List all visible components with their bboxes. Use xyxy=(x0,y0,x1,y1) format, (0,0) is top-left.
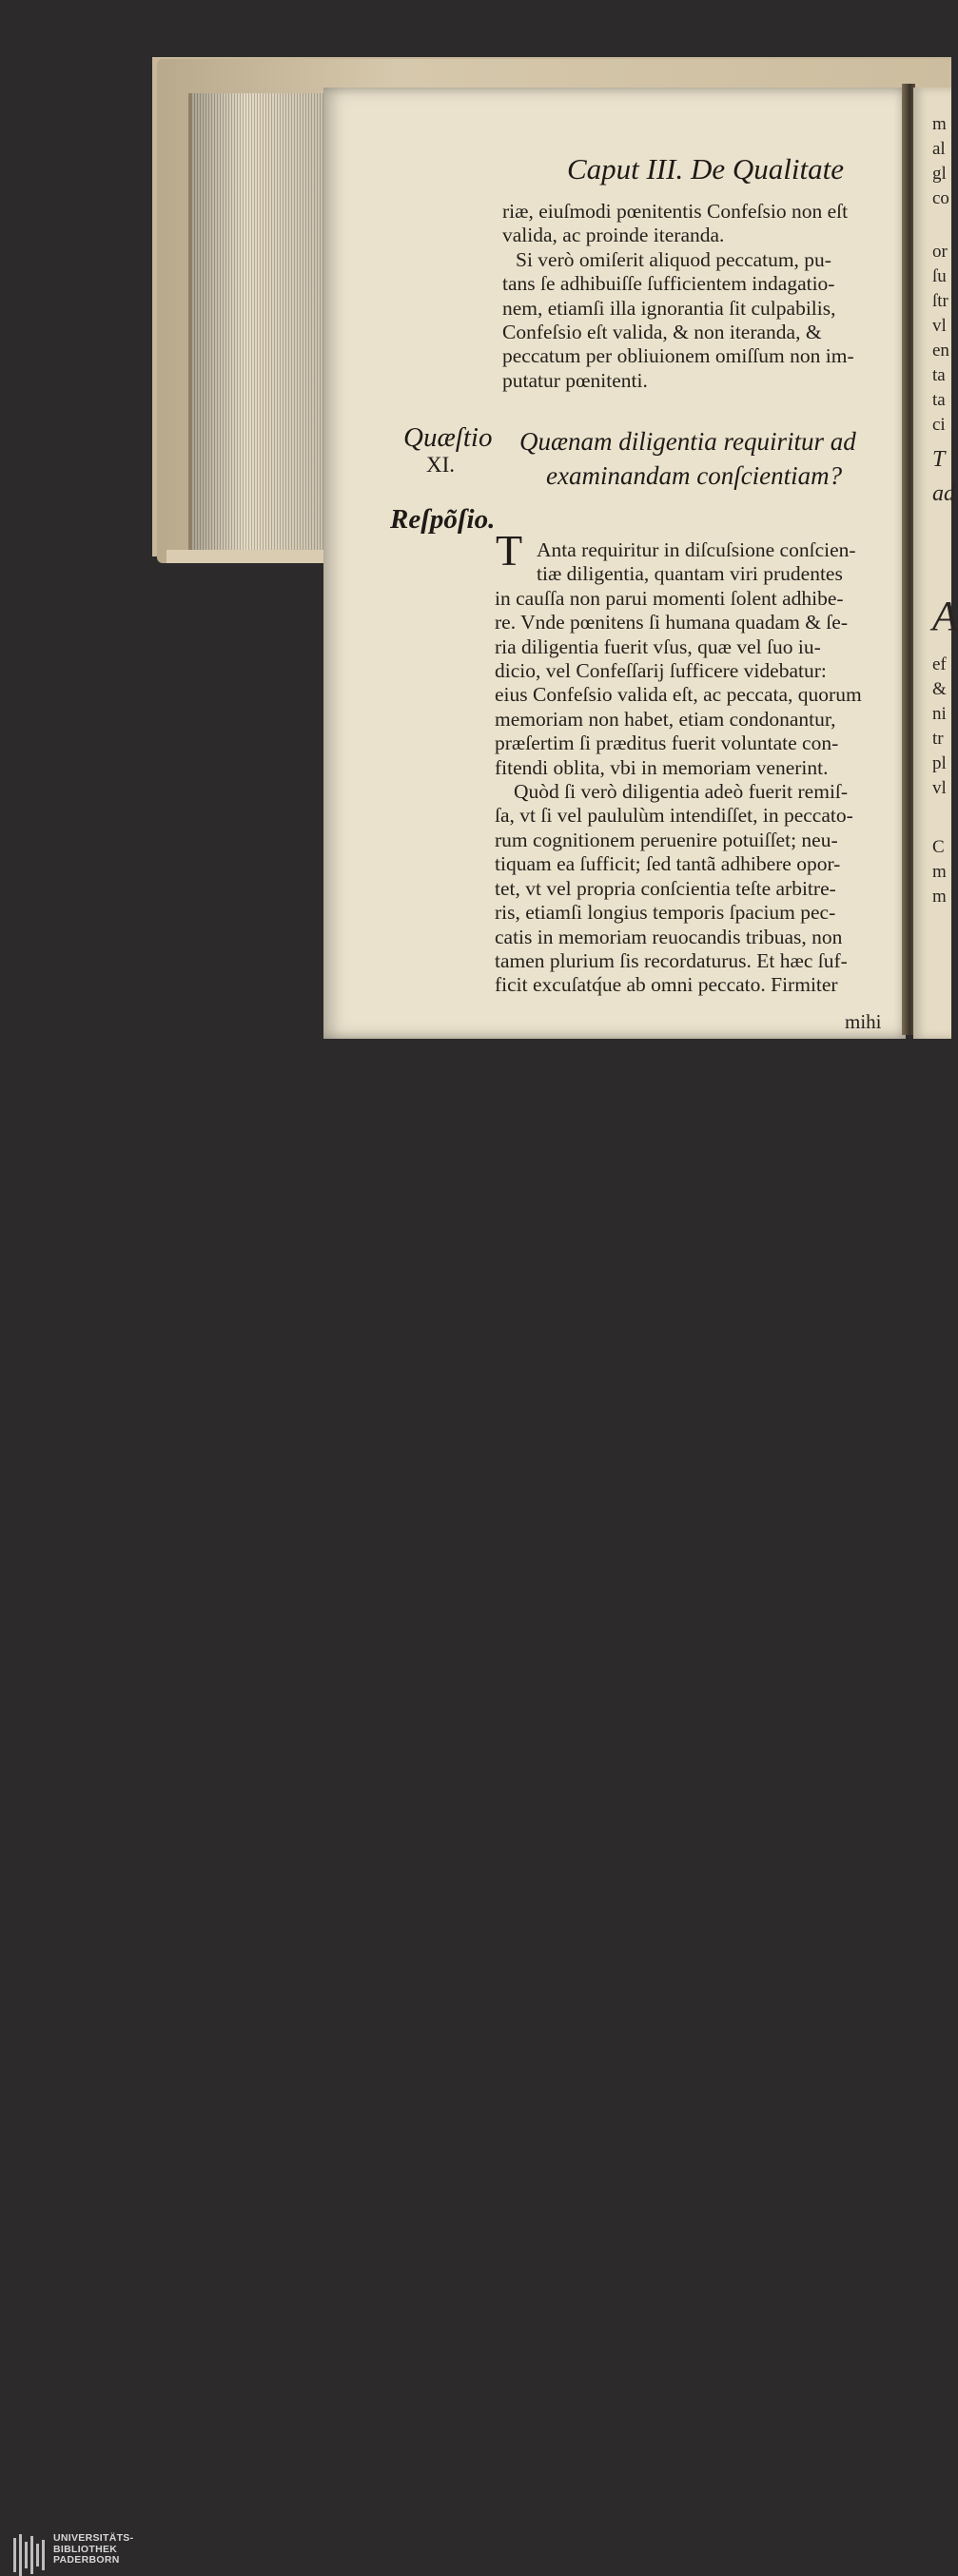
text-line: rum cognitionem peruenire potuiſſet; neu- xyxy=(495,828,838,851)
running-head: Caput III. De Qualitate xyxy=(567,152,845,185)
text-line: riæ, eiuſmodi pœnitentis Confeſsio non eſt xyxy=(502,200,849,223)
text-line: re. Vnde pœnitens ſi humana quadam & ſe- xyxy=(495,611,848,634)
text-line: tet, vt vel propria conſcientia teſte arbitre- xyxy=(495,876,836,900)
library-name-line: PADERBORN xyxy=(53,2554,120,2566)
text-line: catis in memoriam reuocandis tribuas, non xyxy=(495,925,843,948)
facing-page-fragment: vl xyxy=(932,778,947,798)
facing-page-fragment: en xyxy=(932,341,949,361)
text-line: ſa, vt ſi vel paululùm intendiſſet, in peccato- xyxy=(495,804,853,828)
facing-page-fragment: ſu xyxy=(932,266,947,286)
facing-page-fragment: tr xyxy=(932,729,944,749)
text-line: Si verò omiſerit aliquod peccatum, pu- xyxy=(516,247,831,271)
text-line: valida, ac proinde iteranda. xyxy=(502,224,725,247)
facing-page-fragment: ta xyxy=(932,390,946,410)
question-number: XI. xyxy=(426,453,456,477)
facing-page-fragment: pl xyxy=(932,753,947,773)
text-line: Confeſsio eſt valida, & non iteranda, & xyxy=(502,321,822,344)
question-margin-label: Quæſtio xyxy=(403,422,493,453)
facing-page-fragment: gl xyxy=(932,164,947,184)
question-line-2: examinandam conſcientiam? xyxy=(546,461,843,490)
library-name xyxy=(53,2533,133,2566)
facing-page-fragment: m xyxy=(932,887,947,907)
facing-page-fragment: T xyxy=(932,447,946,472)
text-line: fitendi oblita, vbi in memoriam venerint. xyxy=(495,755,829,779)
text-line: in cauſſa non parui momenti ſolent adhibe- xyxy=(495,586,844,610)
text-line: tans ſe adhibuiſſe ſufficientem indagatio- xyxy=(502,272,835,296)
library-name-line: UNIVERSITÄTS- xyxy=(53,2532,134,2544)
facing-page-fragment: C xyxy=(932,837,945,857)
text-line: ficit excuſatq́ue ab omni peccato. Firmiter xyxy=(495,973,838,997)
text-line: tamen plurium ſis recordaturus. Et hæc ſuf- xyxy=(495,948,848,972)
text-block-top xyxy=(502,200,854,393)
facing-page-fragment: ſtr xyxy=(932,291,948,311)
response-margin-label: Reſpõſio. xyxy=(390,504,496,535)
text-line: nem, etiamſi illa ignorantia ſit culpabilis, xyxy=(502,296,836,320)
facing-page-fragment: or xyxy=(932,242,948,262)
text-line: peccatum per obliuionem omiſſum non im- xyxy=(502,344,854,368)
text-line: Quòd ſi verò diligentia adeò fuerit remiſ- xyxy=(514,780,849,804)
facing-page-fragment: vl xyxy=(932,316,947,336)
text-line: eius Confeſsio valida eſt, ac peccata, quorum xyxy=(495,683,862,707)
text-line: putatur pœnitenti. xyxy=(502,368,648,392)
facing-page-fragment: ci xyxy=(932,415,946,435)
text-line: dicio, vel Confeſſarij ſufficere videbatur: xyxy=(495,659,827,683)
catchword: mihi xyxy=(845,1010,882,1033)
text-line: ris, etiamſi longius temporis ſpacium pec- xyxy=(495,901,836,925)
facing-page xyxy=(913,88,958,1039)
library-footer xyxy=(0,1265,951,2566)
text-line: ria diligentia fuerit vſus, quæ vel ſuo iu- xyxy=(495,634,821,658)
facing-page-fragment: A xyxy=(932,593,958,639)
facing-page-fragment: ef xyxy=(932,654,947,674)
facing-page-fragment: ni xyxy=(932,704,947,724)
facing-page-fragment: ta xyxy=(932,365,946,385)
text-block-response xyxy=(495,538,862,998)
library-name-line: BIBLIOTHEK xyxy=(53,2543,118,2555)
scan-viewport xyxy=(0,0,958,1265)
text-line: tiæ diligentia, quantam viri prudentes xyxy=(537,562,843,586)
question-line-1: Quænam diligentia requiritur ad xyxy=(519,427,856,456)
text-line: memoriam non habet, etiam condonantur, xyxy=(495,707,836,731)
facing-page-fragment: m xyxy=(932,114,947,134)
text-line: tiquam ea ſufficit; ſed tantã adhibere opor- xyxy=(495,852,841,876)
text-line: præſertim ſi præditus fuerit voluntate con- xyxy=(495,732,839,755)
facing-page-fragment: ad xyxy=(932,481,955,506)
facing-page-fragment: co xyxy=(932,188,949,208)
library-logo-icon xyxy=(13,2534,46,2576)
facing-page-fragment: & xyxy=(932,679,947,699)
page-edges xyxy=(188,93,327,552)
text-line: Anta requiritur in diſcuſsione conſcien- xyxy=(537,538,856,561)
facing-page-fragment: m xyxy=(932,862,947,882)
facing-page-fragment: al xyxy=(932,139,946,159)
drop-cap: T xyxy=(496,526,523,575)
